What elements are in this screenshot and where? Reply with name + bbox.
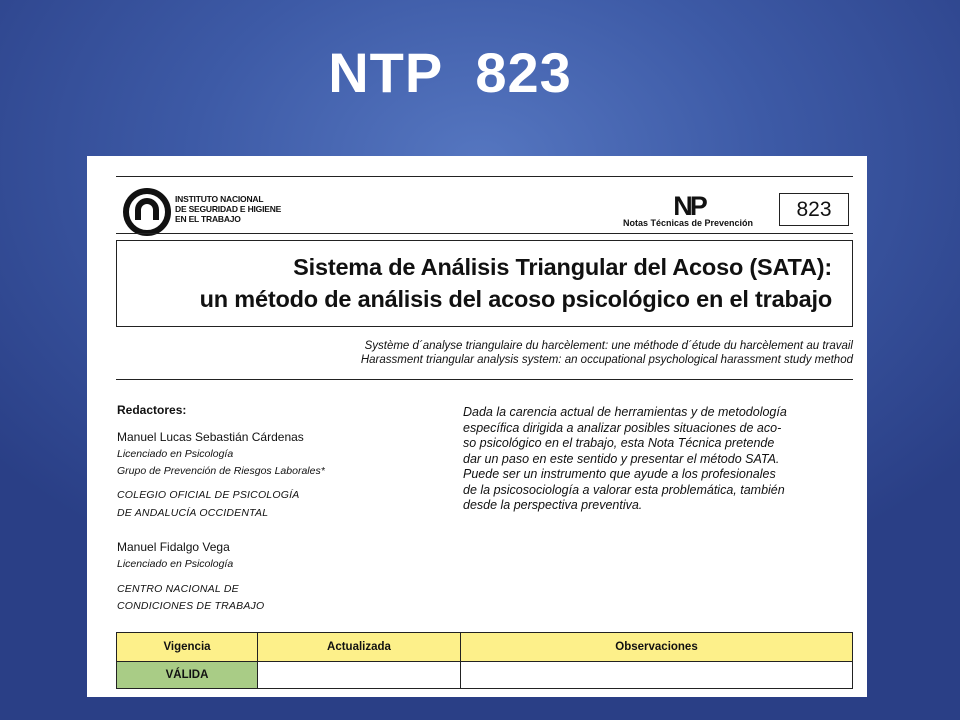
abstract-line: específica dirigida a analizar posibles situaciones de aco- [463, 420, 782, 435]
author-organization: DE ANDALUCÍA OCCIDENTAL [117, 507, 269, 519]
translated-titles [361, 339, 853, 367]
top-rule [116, 176, 853, 177]
np-logo-icon [665, 192, 713, 218]
header-rule [116, 233, 853, 234]
authors-label: Redactores: [117, 403, 187, 417]
header-actualizada: Actualizada [258, 633, 461, 662]
author-name: Manuel Lucas Sebastián Cárdenas [117, 430, 304, 444]
abstract-line: dar un paso en este sentido y presentar el método SATA. [463, 451, 780, 466]
status-updated-cell [258, 662, 461, 689]
document-title-box [116, 240, 853, 327]
institute-name-line: DE SEGURIDAD E HIGIENE [175, 204, 282, 214]
abstract-line: so psicológico en el trabajo, esta Nota Técnica pretende [463, 436, 775, 450]
author-name: Manuel Fidalgo Vega [117, 540, 230, 554]
author-organization: CENTRO NACIONAL DE [117, 583, 239, 595]
abstract [463, 405, 863, 514]
status-table [116, 632, 853, 689]
institute-name [175, 194, 325, 224]
insht-logo-icon [121, 186, 173, 238]
abstract-line: Dada la carencia actual de herramientas y de metodología [463, 405, 787, 419]
abstract-line: Puede ser un instrumento que ayude a los profesionales [463, 467, 776, 481]
status-table-header [117, 633, 853, 662]
document-page [87, 156, 867, 697]
author-role: Grupo de Prevención de Riesgos Laborales* [117, 465, 325, 477]
institute-name-line: EN EL TRABAJO [175, 214, 241, 224]
author-role: Licenciado en Psicología [117, 558, 234, 570]
document-title-line: un método de análisis del acoso psicológico en el trabajo [199, 286, 832, 312]
abstract-line: de la psicosociología a valorar esta problemática, también [463, 482, 785, 497]
subtitle-english: Harassment triangular analysis system: an occupational psychological harassment study method [360, 354, 853, 366]
abstract-line: desde la perspectiva preventiva. [463, 498, 643, 512]
document-title-line: Sistema de Análisis Triangular del Acoso (SATA): [293, 254, 832, 280]
header-observaciones: Observaciones [461, 633, 853, 662]
section-rule [116, 379, 853, 380]
ntp-number-box: 823 [779, 193, 849, 226]
institute-name-line: INSTITUTO NACIONAL [175, 194, 264, 204]
status-observations-cell [461, 662, 853, 689]
header-vigencia: Vigencia [117, 633, 258, 662]
status-table-row [117, 662, 853, 689]
author-organization: CONDICIONES DE TRABAJO [117, 600, 265, 612]
series-name: Notas Técnicas de Prevención [623, 218, 754, 228]
np-logo-text: NP [673, 192, 705, 218]
author-organization: COLEGIO OFICIAL DE PSICOLOGÍA [117, 489, 300, 501]
status-valid-cell: VÁLIDA [117, 662, 258, 689]
author-role: Licenciado en Psicología [117, 448, 234, 460]
slide-title: NTP 823 [328, 41, 572, 104]
subtitle-french: Système d´analyse triangulaire du harcèlement: une méthode d´étude du harcèlement au travail [364, 340, 853, 352]
